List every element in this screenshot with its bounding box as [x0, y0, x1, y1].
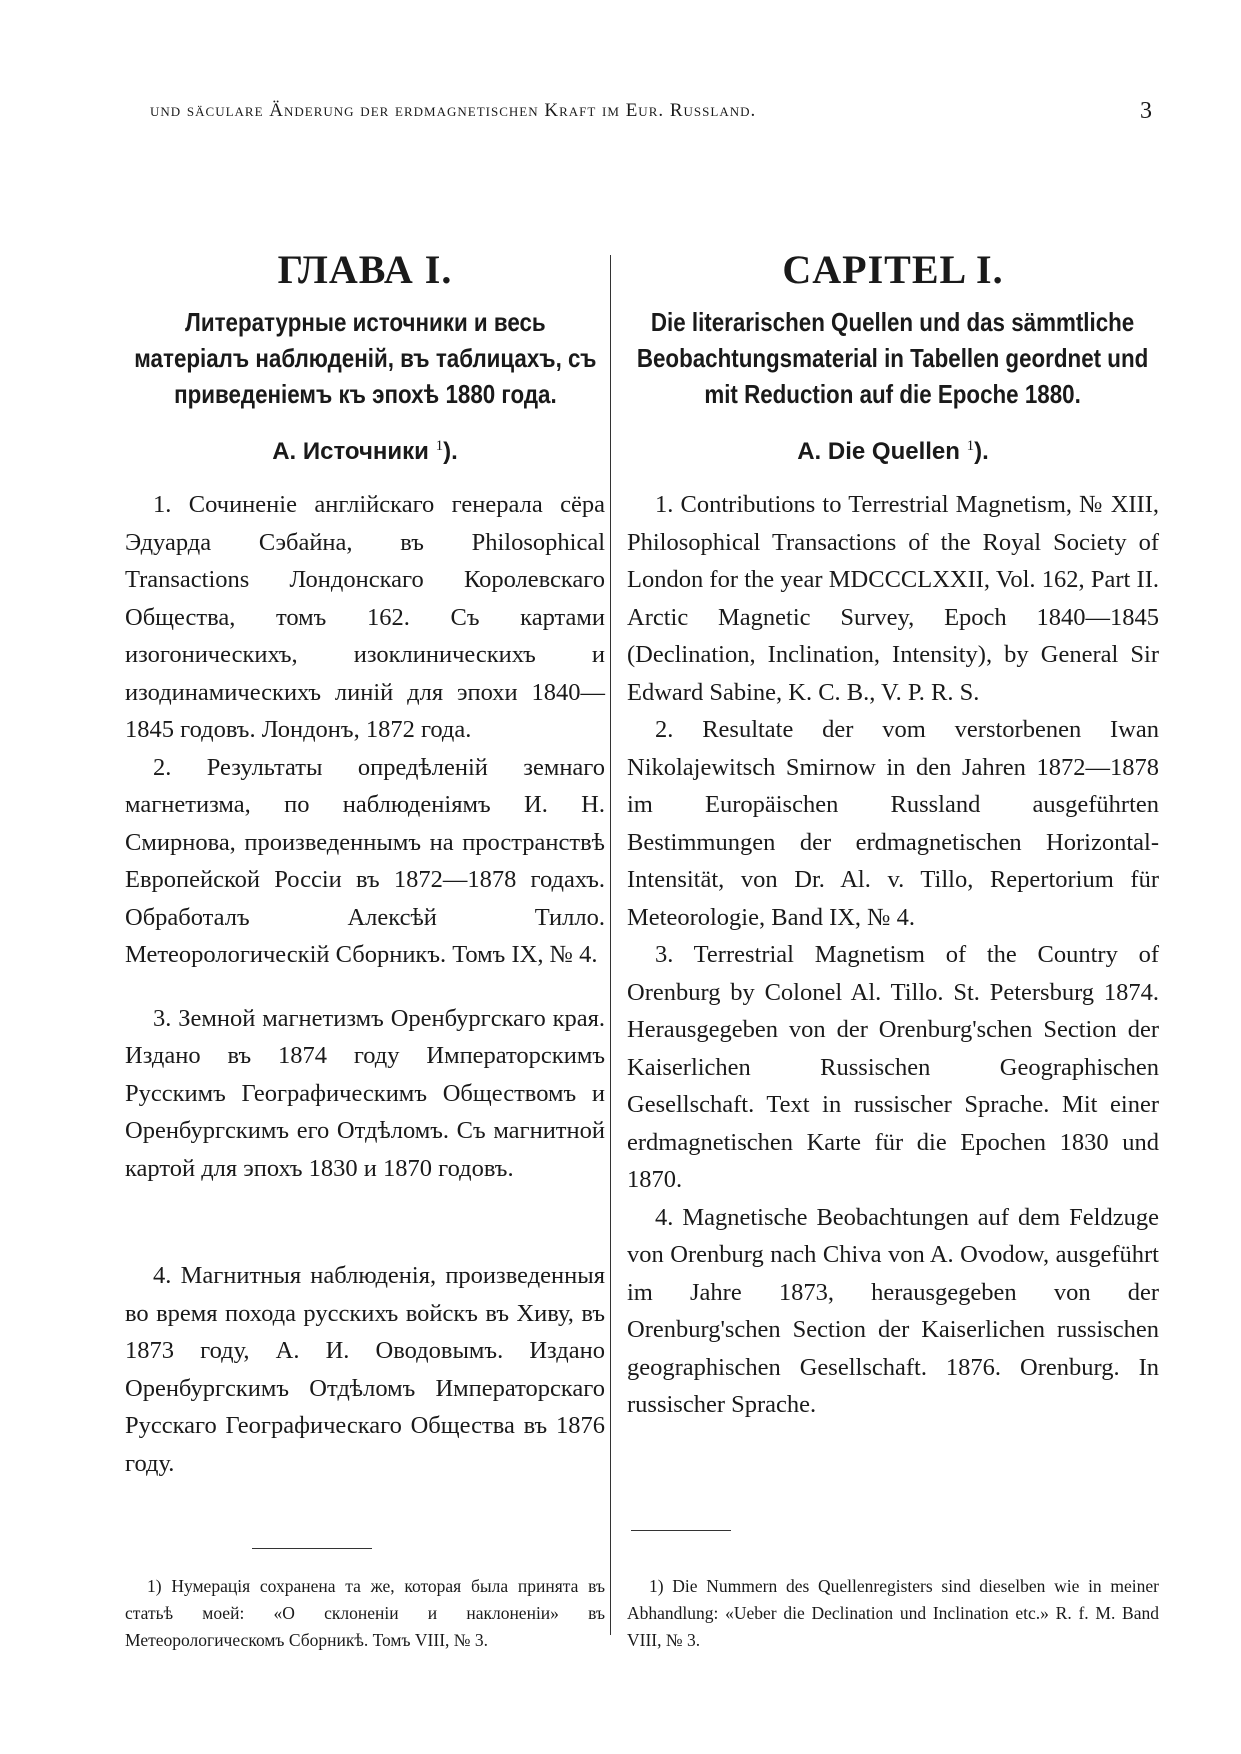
chapter-title-de: CAPITEL I. [782, 247, 1004, 292]
footnote-mark-ru: 1 [435, 438, 444, 454]
chapter-title-ru: ГЛАВА I. [277, 247, 453, 292]
footnote-mark-de: 1 [966, 438, 975, 454]
footnote-rule-de [631, 1530, 731, 1531]
source-entry-de-2: 2. Resultate der vom verstorbenen Iwan Nikolajewitsch Smirnow in den Jahren 1872—1878 im Europäischen Russland ausgeführten Bestimmungen der erdmagnetischen Horizontal-Intensität, von Dr. Al. v. Tillo, Repertorium für Meteorologie, Band IX, № 4. [627, 716, 1159, 931]
russian-column [125, 247, 605, 1482]
section-label-de: A. Die Quellen [797, 438, 960, 465]
chapter-subtitle-ru: Литературные источники и весь матеріалъ наблюденій, въ таблицахъ, съ приведеніемъ къ эпохѣ 1880 года. [133, 307, 597, 409]
source-entry-ru-3: 3. Земной магнетизмъ Оренбургскаго края. Издано въ 1874 году Императорскимъ Русскимъ Географическимъ Обществомъ и Оренбургскимъ его Отдѣломъ. Съ магнитной картой для эпохъ 1830 и 1870 годовъ. [125, 1004, 605, 1182]
source-entry-ru-2: 2. Результаты опредѣленій земнаго магнетизма, по наблюденіямъ И. Н. Смирнова, произведеннымъ на пространствѣ Европейской Россіи въ 1872—1878 годахъ. Обработалъ Алексѣй Тилло. Метеорологическій Сборникъ. Томъ IX, № 4. [125, 753, 605, 968]
section-label-ru: A. Источники [272, 438, 429, 465]
section-heading-ru [125, 438, 605, 466]
source-entry-ru-1: 1. Сочиненіе англійскаго генерала сёра Эдуарда Сэбайна, въ Philosophical Transactions Лондонскаго Королевскаго Общества, томъ 162. Съ картами изогоническихъ, изоклиническихъ и изодинамическихъ линій для эпохи 1840—1845 годовъ. Лондонъ, 1872 года. [125, 491, 605, 743]
footnote-rule-ru [252, 1548, 372, 1549]
section-close-ru: ). [443, 438, 458, 465]
source-entry-ru-4: 4. Магнитныя наблюденія, произведенныя во время похода русскихъ войскъ въ Хиву, въ 1873 году, А. И. Оводовымъ. Издано Оренбургскимъ Отдѣломъ Императорскаго Русскаго Географическаго Общества въ 1876 году. [125, 1262, 605, 1477]
section-heading-de [627, 438, 1159, 466]
column-divider [610, 255, 611, 1635]
page-number: 3 [1140, 98, 1152, 124]
chapter-subtitle-de: Die literarischen Quellen und das sämmtliche Beobachtungsmaterial in Tabellen geordnet und mit Reduction auf die Epoche 1880. [637, 307, 1149, 409]
footnote-de: 1) Die Nummern des Quellenregisters sind dieselben wie in meiner Abhandlung: «Ueber die Declination und Inclination etc.» R. f. M. Band VIII, № 3. [627, 1576, 1159, 1650]
source-entry-de-1: 1. Contributions to Terrestrial Magnetism, № XIII, Philosophical Transactions of the Royal Society of London for the year MDCCCLXXII, Vol. 162, Part II. Arctic Magnetic Survey, Epoch 1840—1845 (Declination, Inclination, Intensity), by General Sir Edward Sabine, K. C. B., V. P. R. S. [627, 491, 1159, 706]
source-entry-de-3: 3. Terrestrial Magnetism of the Country of Orenburg by Colonel Al. Tillo. St. Petersburg 1874. Herausgegeben von der Orenburg'schen Section der Kaiserlichen Russischen Geographischen Gesellschaft. Text in russischer Sprache. Mit einer erdmagnetischen Karte für die Epochen 1830 und 1870. [627, 941, 1159, 1193]
footnote-ru: 1) Нумерація сохранена та же, которая была принята въ статьѣ моей: «О склоненіи и наклоненіи» въ Метеорологическомъ Сборникѣ. Томъ VIII, № 3. [125, 1576, 605, 1650]
source-entry-de-4: 4. Magnetische Beobachtungen auf dem Feldzuge von Orenburg nach Chiva von A. Ovodow, ausgeführt im Jahre 1873, herausgegeben von der Orenburg'schen Section der Kaiserlichen russischen geographischen Gesellschaft. 1876. Orenburg. In russischer Sprache. [627, 1203, 1159, 1418]
german-column [627, 247, 1159, 1424]
section-close-de: ). [974, 438, 989, 465]
running-head: und säculare Änderung der erdmagnetischen Kraft im Eur. Russland. [150, 100, 757, 121]
